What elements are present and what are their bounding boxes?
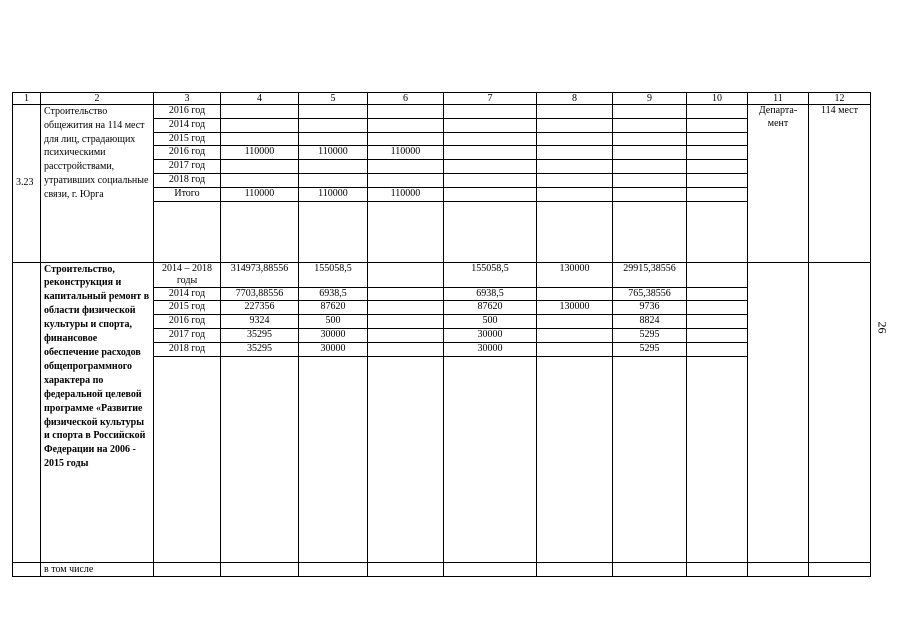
value-cell: 87620 bbox=[299, 301, 368, 315]
empty-cell bbox=[613, 201, 687, 262]
value-cell bbox=[687, 262, 748, 287]
year-cell: 2014 год bbox=[154, 118, 221, 132]
value-cell bbox=[368, 315, 444, 329]
value-cell bbox=[368, 118, 444, 132]
value-cell bbox=[444, 105, 537, 119]
empty-cell bbox=[444, 356, 537, 562]
empty-cell bbox=[613, 356, 687, 562]
year-cell: 2018 год bbox=[154, 173, 221, 187]
value-cell: 9736 bbox=[613, 301, 687, 315]
value-cell: 110000 bbox=[299, 146, 368, 160]
value-cell bbox=[221, 132, 299, 146]
year-cell: 2016 год bbox=[154, 105, 221, 119]
column-header-9: 9 bbox=[613, 93, 687, 105]
value-cell: 765,38556 bbox=[613, 287, 687, 301]
empty-cell bbox=[444, 201, 537, 262]
value-cell bbox=[687, 105, 748, 119]
empty-cell bbox=[368, 201, 444, 262]
value-cell bbox=[613, 187, 687, 201]
value-cell bbox=[537, 342, 613, 356]
value-cell bbox=[613, 160, 687, 174]
year-cell: 2014 год bbox=[154, 287, 221, 301]
value-cell bbox=[613, 173, 687, 187]
measure-name: Строительство, реконструкция и капитальный ремонт в области физической культуры и спорта, финансовое обеспечение расходов общепрограммного характера по федеральной целевой программе «Развитие физической культуры и спорта в Российской Федерации на 2006 - 2015 годы bbox=[41, 262, 154, 562]
year-cell: 2015 год bbox=[154, 301, 221, 315]
empty-cell bbox=[299, 562, 368, 577]
value-cell: 29915,38556 bbox=[613, 262, 687, 287]
value-cell bbox=[687, 173, 748, 187]
value-cell: 500 bbox=[299, 315, 368, 329]
value-cell: 6938,5 bbox=[299, 287, 368, 301]
value-cell bbox=[537, 315, 613, 329]
value-cell bbox=[444, 132, 537, 146]
empty-cell bbox=[368, 562, 444, 577]
column-header-8: 8 bbox=[537, 93, 613, 105]
value-cell: 314973,88556 bbox=[221, 262, 299, 287]
value-cell bbox=[537, 132, 613, 146]
empty-cell bbox=[154, 562, 221, 577]
year-cell: 2016 год bbox=[154, 146, 221, 160]
value-cell bbox=[299, 160, 368, 174]
value-cell bbox=[444, 160, 537, 174]
column-header-6: 6 bbox=[368, 93, 444, 105]
value-cell bbox=[444, 173, 537, 187]
column-header-1: 1 bbox=[13, 93, 41, 105]
value-cell bbox=[613, 132, 687, 146]
value-cell: 130000 bbox=[537, 262, 613, 287]
value-cell bbox=[368, 160, 444, 174]
empty-cell bbox=[537, 356, 613, 562]
value-cell: 110000 bbox=[368, 187, 444, 201]
value-cell bbox=[299, 173, 368, 187]
empty-cell bbox=[221, 201, 299, 262]
value-cell: 35295 bbox=[221, 342, 299, 356]
empty-cell bbox=[537, 201, 613, 262]
year-cell: 2017 год bbox=[154, 160, 221, 174]
value-cell: 7703,88556 bbox=[221, 287, 299, 301]
value-cell: 110000 bbox=[299, 187, 368, 201]
value-cell: 130000 bbox=[537, 301, 613, 315]
empty-cell bbox=[13, 562, 41, 577]
value-cell: 8824 bbox=[613, 315, 687, 329]
value-cell bbox=[368, 105, 444, 119]
value-cell bbox=[368, 173, 444, 187]
value-cell bbox=[687, 160, 748, 174]
value-cell: 110000 bbox=[221, 187, 299, 201]
empty-cell bbox=[299, 356, 368, 562]
table-row bbox=[13, 562, 871, 577]
column-header-12: 12 bbox=[809, 93, 871, 105]
year-cell: 2014 – 2018 годы bbox=[154, 262, 221, 287]
subtotal-label: в том числе bbox=[41, 562, 154, 577]
empty-cell bbox=[613, 562, 687, 577]
value-cell bbox=[368, 342, 444, 356]
empty-cell bbox=[221, 562, 299, 577]
empty-cell bbox=[299, 201, 368, 262]
value-cell bbox=[444, 118, 537, 132]
value-cell: 30000 bbox=[444, 342, 537, 356]
value-cell bbox=[368, 287, 444, 301]
year-cell: 2018 год bbox=[154, 342, 221, 356]
value-cell bbox=[444, 146, 537, 160]
value-cell bbox=[299, 118, 368, 132]
value-cell: 6938,5 bbox=[444, 287, 537, 301]
value-cell bbox=[537, 287, 613, 301]
executor-cell: Департа-мент bbox=[748, 105, 809, 263]
value-cell bbox=[368, 301, 444, 315]
value-cell bbox=[221, 173, 299, 187]
value-cell bbox=[687, 328, 748, 342]
empty-cell bbox=[687, 562, 748, 577]
value-cell bbox=[221, 160, 299, 174]
year-cell: Итого bbox=[154, 187, 221, 201]
value-cell bbox=[537, 146, 613, 160]
measure-name: Строительство общежития на 114 мест для лиц, страдающих психическими расстройствами, утративших социальные связи, г. Юрга bbox=[41, 105, 154, 263]
value-cell: 87620 bbox=[444, 301, 537, 315]
page-number: 26 bbox=[875, 321, 890, 334]
value-cell bbox=[687, 315, 748, 329]
value-cell bbox=[221, 118, 299, 132]
value-cell: 5295 bbox=[613, 342, 687, 356]
value-cell bbox=[687, 118, 748, 132]
value-cell bbox=[613, 118, 687, 132]
empty-cell bbox=[687, 356, 748, 562]
value-cell bbox=[687, 301, 748, 315]
executor-cell bbox=[748, 262, 809, 562]
value-cell bbox=[537, 173, 613, 187]
empty-cell bbox=[537, 562, 613, 577]
value-cell bbox=[613, 105, 687, 119]
year-cell: 2015 год bbox=[154, 132, 221, 146]
value-cell bbox=[613, 146, 687, 160]
value-cell: 155058,5 bbox=[444, 262, 537, 287]
value-cell: 9324 bbox=[221, 315, 299, 329]
empty-cell bbox=[444, 562, 537, 577]
column-header-row bbox=[13, 93, 871, 105]
empty-cell bbox=[809, 562, 871, 577]
column-header-2: 2 bbox=[41, 93, 154, 105]
value-cell: 110000 bbox=[221, 146, 299, 160]
year-cell: 2017 год bbox=[154, 328, 221, 342]
result-cell: 114 мест bbox=[809, 105, 871, 263]
value-cell: 30000 bbox=[444, 328, 537, 342]
column-header-4: 4 bbox=[221, 93, 299, 105]
table-row bbox=[13, 262, 871, 287]
empty-cell bbox=[154, 356, 221, 562]
value-cell: 110000 bbox=[368, 146, 444, 160]
value-cell bbox=[687, 132, 748, 146]
value-cell bbox=[537, 160, 613, 174]
empty-cell bbox=[748, 562, 809, 577]
column-header-3: 3 bbox=[154, 93, 221, 105]
empty-cell bbox=[687, 201, 748, 262]
value-cell: 155058,5 bbox=[299, 262, 368, 287]
value-cell bbox=[299, 132, 368, 146]
empty-cell bbox=[221, 356, 299, 562]
row-number: 3.23 bbox=[13, 105, 41, 263]
value-cell bbox=[368, 132, 444, 146]
value-cell bbox=[687, 187, 748, 201]
value-cell bbox=[299, 105, 368, 119]
value-cell: 500 bbox=[444, 315, 537, 329]
result-cell bbox=[809, 262, 871, 562]
column-header-7: 7 bbox=[444, 93, 537, 105]
value-cell bbox=[221, 105, 299, 119]
value-cell bbox=[687, 287, 748, 301]
value-cell: 30000 bbox=[299, 328, 368, 342]
column-header-10: 10 bbox=[687, 93, 748, 105]
value-cell bbox=[687, 146, 748, 160]
value-cell bbox=[537, 105, 613, 119]
column-header-11: 11 bbox=[748, 93, 809, 105]
empty-cell bbox=[368, 356, 444, 562]
value-cell: 5295 bbox=[613, 328, 687, 342]
value-cell bbox=[368, 328, 444, 342]
value-cell bbox=[537, 187, 613, 201]
value-cell: 35295 bbox=[221, 328, 299, 342]
table-row bbox=[13, 105, 871, 119]
value-cell bbox=[537, 328, 613, 342]
value-cell bbox=[537, 118, 613, 132]
column-header-5: 5 bbox=[299, 93, 368, 105]
value-cell: 227356 bbox=[221, 301, 299, 315]
empty-cell bbox=[154, 201, 221, 262]
row-number bbox=[13, 262, 41, 562]
value-cell bbox=[368, 262, 444, 287]
budget-table bbox=[12, 92, 871, 577]
year-cell: 2016 год bbox=[154, 315, 221, 329]
value-cell bbox=[444, 187, 537, 201]
value-cell: 30000 bbox=[299, 342, 368, 356]
value-cell bbox=[687, 342, 748, 356]
